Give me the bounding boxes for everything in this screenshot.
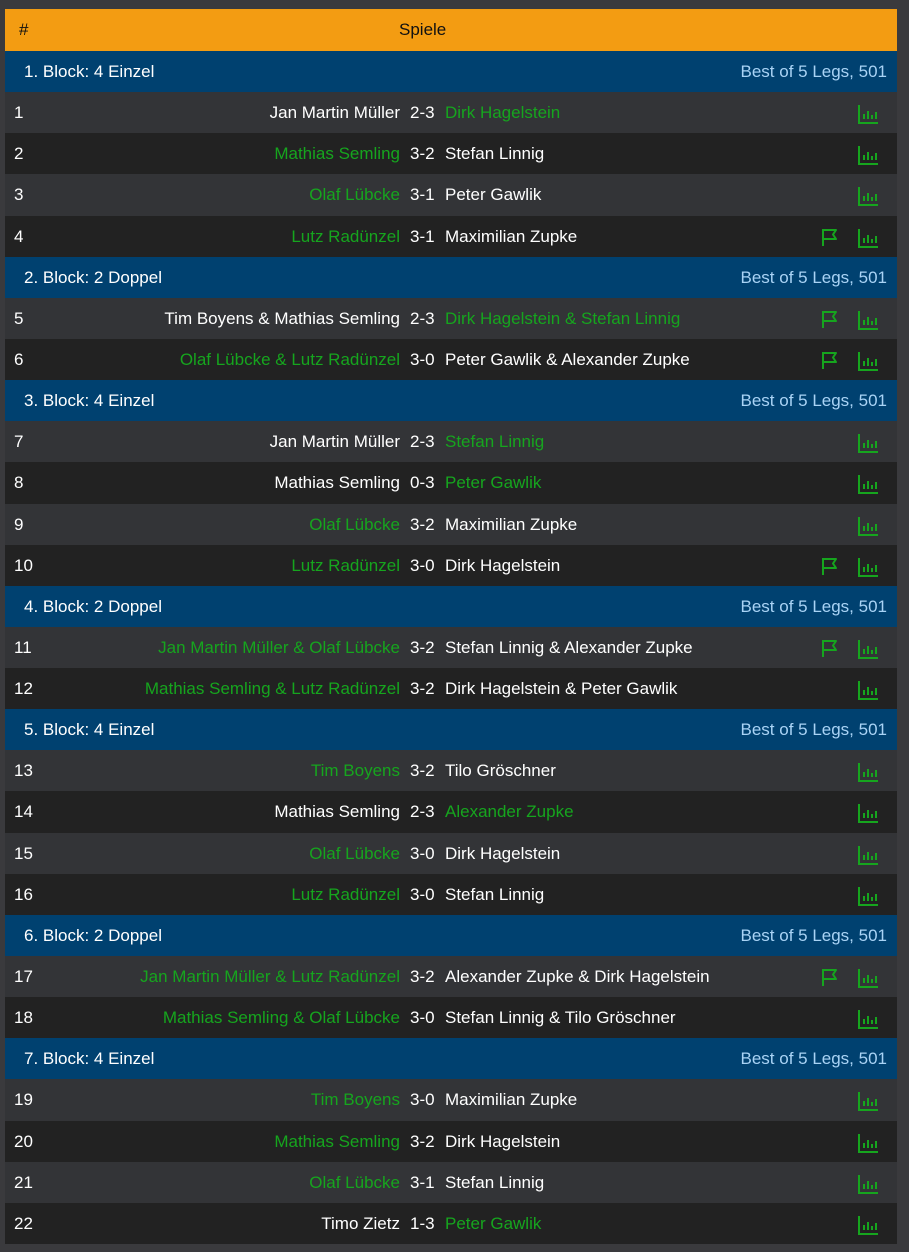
table-row[interactable] bbox=[5, 1203, 897, 1244]
away-player: Stefan Linnig bbox=[445, 1172, 545, 1192]
block-format: Best of 5 Legs, 501 bbox=[740, 62, 887, 81]
game-number: 21 bbox=[14, 1172, 33, 1192]
home-player: Mathias Semling bbox=[274, 802, 400, 822]
game-number: 5 bbox=[14, 308, 24, 328]
away-player: Dirk Hagelstein bbox=[445, 1131, 561, 1151]
game-score: 3-2 bbox=[410, 1131, 435, 1151]
block-format: Best of 5 Legs, 501 bbox=[740, 926, 887, 945]
game-number: 22 bbox=[14, 1213, 33, 1233]
away-player: Dirk Hagelstein bbox=[445, 843, 561, 863]
game-number: 7 bbox=[14, 432, 24, 452]
block-format: Best of 5 Legs, 501 bbox=[740, 267, 887, 287]
game-number: 20 bbox=[14, 1131, 33, 1151]
away-player: Peter Gawlik & Alexander Zupke bbox=[445, 349, 690, 369]
game-number: 11 bbox=[14, 637, 32, 657]
game-score: 2-3 bbox=[410, 432, 435, 452]
game-number: 13 bbox=[14, 761, 33, 781]
game-score: 3-0 bbox=[410, 884, 435, 904]
game-number: 17 bbox=[14, 967, 33, 986]
away-player: Dirk Hagelstein bbox=[445, 103, 561, 122]
block-title: 3. Block: 4 Einzel bbox=[24, 391, 155, 411]
flag-icon[interactable] bbox=[820, 309, 840, 329]
bar-chart-icon[interactable] bbox=[857, 309, 879, 331]
home-player: Jan Martin Müller & Olaf Lübcke bbox=[158, 637, 400, 657]
bar-chart-icon[interactable] bbox=[857, 556, 879, 578]
game-number: 19 bbox=[14, 1090, 33, 1110]
bar-chart-icon[interactable] bbox=[857, 1090, 879, 1112]
away-player: Maximilian Zupke bbox=[445, 226, 578, 246]
bar-chart-icon[interactable] bbox=[857, 515, 879, 537]
block-header bbox=[5, 51, 897, 92]
bar-chart-icon[interactable] bbox=[857, 1173, 879, 1195]
block-title: 1. Block: 4 Einzel bbox=[24, 62, 155, 81]
game-number: 15 bbox=[14, 843, 33, 863]
table-row[interactable] bbox=[5, 216, 897, 257]
table-body bbox=[5, 51, 897, 1244]
home-player: Mathias Semling & Olaf Lübcke bbox=[162, 1008, 400, 1028]
home-player: Jan Martin Müller bbox=[269, 103, 400, 122]
game-score: 0-3 bbox=[410, 473, 435, 493]
bar-chart-icon[interactable] bbox=[857, 761, 879, 783]
home-player: Mathias Semling bbox=[274, 1131, 400, 1151]
game-score: 3-0 bbox=[410, 1008, 435, 1028]
bar-chart-icon[interactable] bbox=[857, 1214, 879, 1236]
table-row[interactable] bbox=[5, 791, 897, 832]
home-player: Olaf Lübcke bbox=[309, 843, 400, 863]
home-player: Mathias Semling bbox=[274, 473, 400, 493]
bar-chart-icon[interactable] bbox=[857, 227, 879, 249]
away-player: Maximilian Zupke bbox=[445, 1090, 578, 1110]
away-player: Maximilian Zupke bbox=[445, 514, 578, 534]
home-player: Olaf Lübcke bbox=[309, 185, 400, 205]
game-number: 9 bbox=[14, 514, 24, 534]
home-player: Tim Boyens bbox=[310, 761, 400, 781]
game-score: 3-0 bbox=[410, 555, 435, 575]
away-player: Peter Gawlik bbox=[445, 473, 542, 493]
game-score: 3-2 bbox=[410, 637, 435, 657]
block-header bbox=[5, 586, 897, 627]
home-player: Timo Zietz bbox=[321, 1213, 400, 1233]
block-title: 5. Block: 4 Einzel bbox=[24, 720, 155, 740]
table-row[interactable] bbox=[5, 1079, 897, 1120]
away-player: Alexander Zupke & Dirk Hagelstein bbox=[445, 967, 710, 986]
flag-icon[interactable] bbox=[820, 350, 840, 370]
table-row[interactable] bbox=[5, 750, 897, 791]
bar-chart-icon[interactable] bbox=[857, 967, 879, 989]
bar-chart-icon[interactable] bbox=[857, 103, 879, 125]
game-score: 3-1 bbox=[410, 1172, 435, 1192]
game-score: 1-3 bbox=[410, 1213, 435, 1233]
block-title: 4. Block: 2 Doppel bbox=[24, 596, 162, 616]
bar-chart-icon[interactable] bbox=[857, 679, 879, 701]
header-number-column: # bbox=[19, 20, 29, 39]
game-score: 3-2 bbox=[410, 514, 435, 534]
away-player: Stefan Linnig & Tilo Gröschner bbox=[445, 1008, 676, 1028]
header-games-column: Spiele bbox=[399, 20, 447, 39]
flag-icon[interactable] bbox=[820, 556, 840, 576]
game-score: 3-1 bbox=[410, 226, 435, 246]
away-player: Peter Gawlik bbox=[445, 185, 542, 205]
game-score: 2-3 bbox=[410, 103, 435, 122]
table-row[interactable] bbox=[5, 133, 897, 174]
game-number: 18 bbox=[14, 1008, 33, 1028]
bar-chart-icon[interactable] bbox=[857, 638, 879, 660]
game-number: 8 bbox=[14, 473, 24, 493]
game-score: 3-2 bbox=[410, 144, 435, 164]
game-number: 16 bbox=[14, 884, 33, 904]
flag-icon[interactable] bbox=[820, 227, 840, 247]
table-row[interactable] bbox=[5, 997, 897, 1038]
table-row[interactable] bbox=[5, 298, 897, 339]
block-format: Best of 5 Legs, 501 bbox=[740, 720, 887, 740]
block-title: 7. Block: 4 Einzel bbox=[24, 1049, 155, 1069]
bar-chart-icon[interactable] bbox=[857, 885, 879, 907]
game-number: 6 bbox=[14, 349, 24, 369]
block-title: 6. Block: 2 Doppel bbox=[24, 926, 162, 945]
home-player: Tim Boyens & Mathias Semling bbox=[164, 308, 400, 328]
home-player: Jan Martin Müller bbox=[269, 432, 400, 452]
bar-chart-icon[interactable] bbox=[857, 350, 879, 372]
bar-chart-icon[interactable] bbox=[857, 473, 879, 495]
table-row[interactable] bbox=[5, 627, 897, 668]
table-row[interactable] bbox=[5, 462, 897, 503]
table-row[interactable] bbox=[5, 668, 897, 709]
away-player: Peter Gawlik bbox=[445, 1213, 542, 1233]
home-player: Tim Boyens bbox=[310, 1090, 400, 1110]
block-format: Best of 5 Legs, 501 bbox=[740, 596, 887, 616]
home-player: Lutz Radünzel bbox=[291, 884, 400, 904]
home-player: Olaf Lübcke bbox=[309, 1172, 400, 1192]
away-player: Stefan Linnig bbox=[445, 144, 545, 164]
table-header bbox=[5, 9, 897, 51]
table-row[interactable] bbox=[5, 1162, 897, 1203]
block-format: Best of 5 Legs, 501 bbox=[740, 1049, 887, 1069]
game-score: 3-0 bbox=[410, 349, 435, 369]
table-row[interactable] bbox=[5, 421, 897, 462]
table-row[interactable] bbox=[5, 92, 897, 133]
table-row[interactable] bbox=[5, 504, 897, 545]
away-player: Alexander Zupke bbox=[445, 802, 574, 822]
game-score: 3-2 bbox=[410, 679, 435, 699]
game-number: 2 bbox=[14, 144, 24, 164]
table-row[interactable] bbox=[5, 174, 897, 215]
bar-chart-icon[interactable] bbox=[857, 1008, 879, 1030]
bar-chart-icon[interactable] bbox=[857, 185, 879, 207]
table-row[interactable] bbox=[5, 956, 897, 997]
table-row[interactable] bbox=[5, 1121, 897, 1162]
table-row[interactable] bbox=[5, 339, 897, 380]
game-score: 2-3 bbox=[410, 308, 435, 328]
table-row[interactable] bbox=[5, 833, 897, 874]
away-player: Stefan Linnig & Alexander Zupke bbox=[445, 637, 693, 657]
home-player: Lutz Radünzel bbox=[291, 226, 400, 246]
home-player: Mathias Semling bbox=[274, 144, 400, 164]
game-number: 1 bbox=[14, 103, 24, 122]
away-player: Stefan Linnig bbox=[445, 432, 545, 452]
bar-chart-icon[interactable] bbox=[857, 844, 879, 866]
games-table bbox=[5, 9, 897, 1244]
home-player: Jan Martin Müller & Lutz Radünzel bbox=[140, 967, 400, 986]
bar-chart-icon[interactable] bbox=[857, 802, 879, 824]
flag-icon[interactable] bbox=[820, 638, 840, 658]
table-row[interactable] bbox=[5, 874, 897, 915]
flag-icon[interactable] bbox=[820, 967, 840, 987]
bar-chart-icon[interactable] bbox=[857, 144, 879, 166]
bar-chart-icon[interactable] bbox=[857, 432, 879, 454]
block-header bbox=[5, 257, 897, 298]
block-format: Best of 5 Legs, 501 bbox=[740, 391, 887, 411]
home-player: Olaf Lübcke bbox=[309, 514, 400, 534]
block-header bbox=[5, 709, 897, 750]
bar-chart-icon[interactable] bbox=[857, 1132, 879, 1154]
game-number: 12 bbox=[14, 679, 33, 699]
game-number: 4 bbox=[14, 226, 24, 246]
game-score: 2-3 bbox=[410, 802, 435, 822]
game-number: 14 bbox=[14, 802, 33, 822]
game-number: 10 bbox=[14, 555, 33, 575]
game-score: 3-0 bbox=[410, 1090, 435, 1110]
home-player: Mathias Semling & Lutz Radünzel bbox=[144, 679, 400, 699]
away-player: Stefan Linnig bbox=[445, 884, 545, 904]
away-player: Dirk Hagelstein bbox=[445, 555, 561, 575]
block-header bbox=[5, 915, 897, 956]
game-score: 3-2 bbox=[410, 761, 435, 781]
table-row[interactable] bbox=[5, 545, 897, 586]
game-score: 3-2 bbox=[410, 967, 435, 986]
away-player: Dirk Hagelstein & Stefan Linnig bbox=[445, 308, 681, 328]
game-score: 3-0 bbox=[410, 843, 435, 863]
game-score: 3-1 bbox=[410, 185, 435, 205]
block-title: 2. Block: 2 Doppel bbox=[24, 267, 162, 287]
away-player: Tilo Gröschner bbox=[445, 761, 556, 781]
block-header bbox=[5, 380, 897, 421]
home-player: Olaf Lübcke & Lutz Radünzel bbox=[179, 349, 400, 369]
home-player: Lutz Radünzel bbox=[291, 555, 400, 575]
game-number: 3 bbox=[14, 185, 24, 205]
block-header bbox=[5, 1038, 897, 1079]
away-player: Dirk Hagelstein & Peter Gawlik bbox=[445, 679, 678, 699]
